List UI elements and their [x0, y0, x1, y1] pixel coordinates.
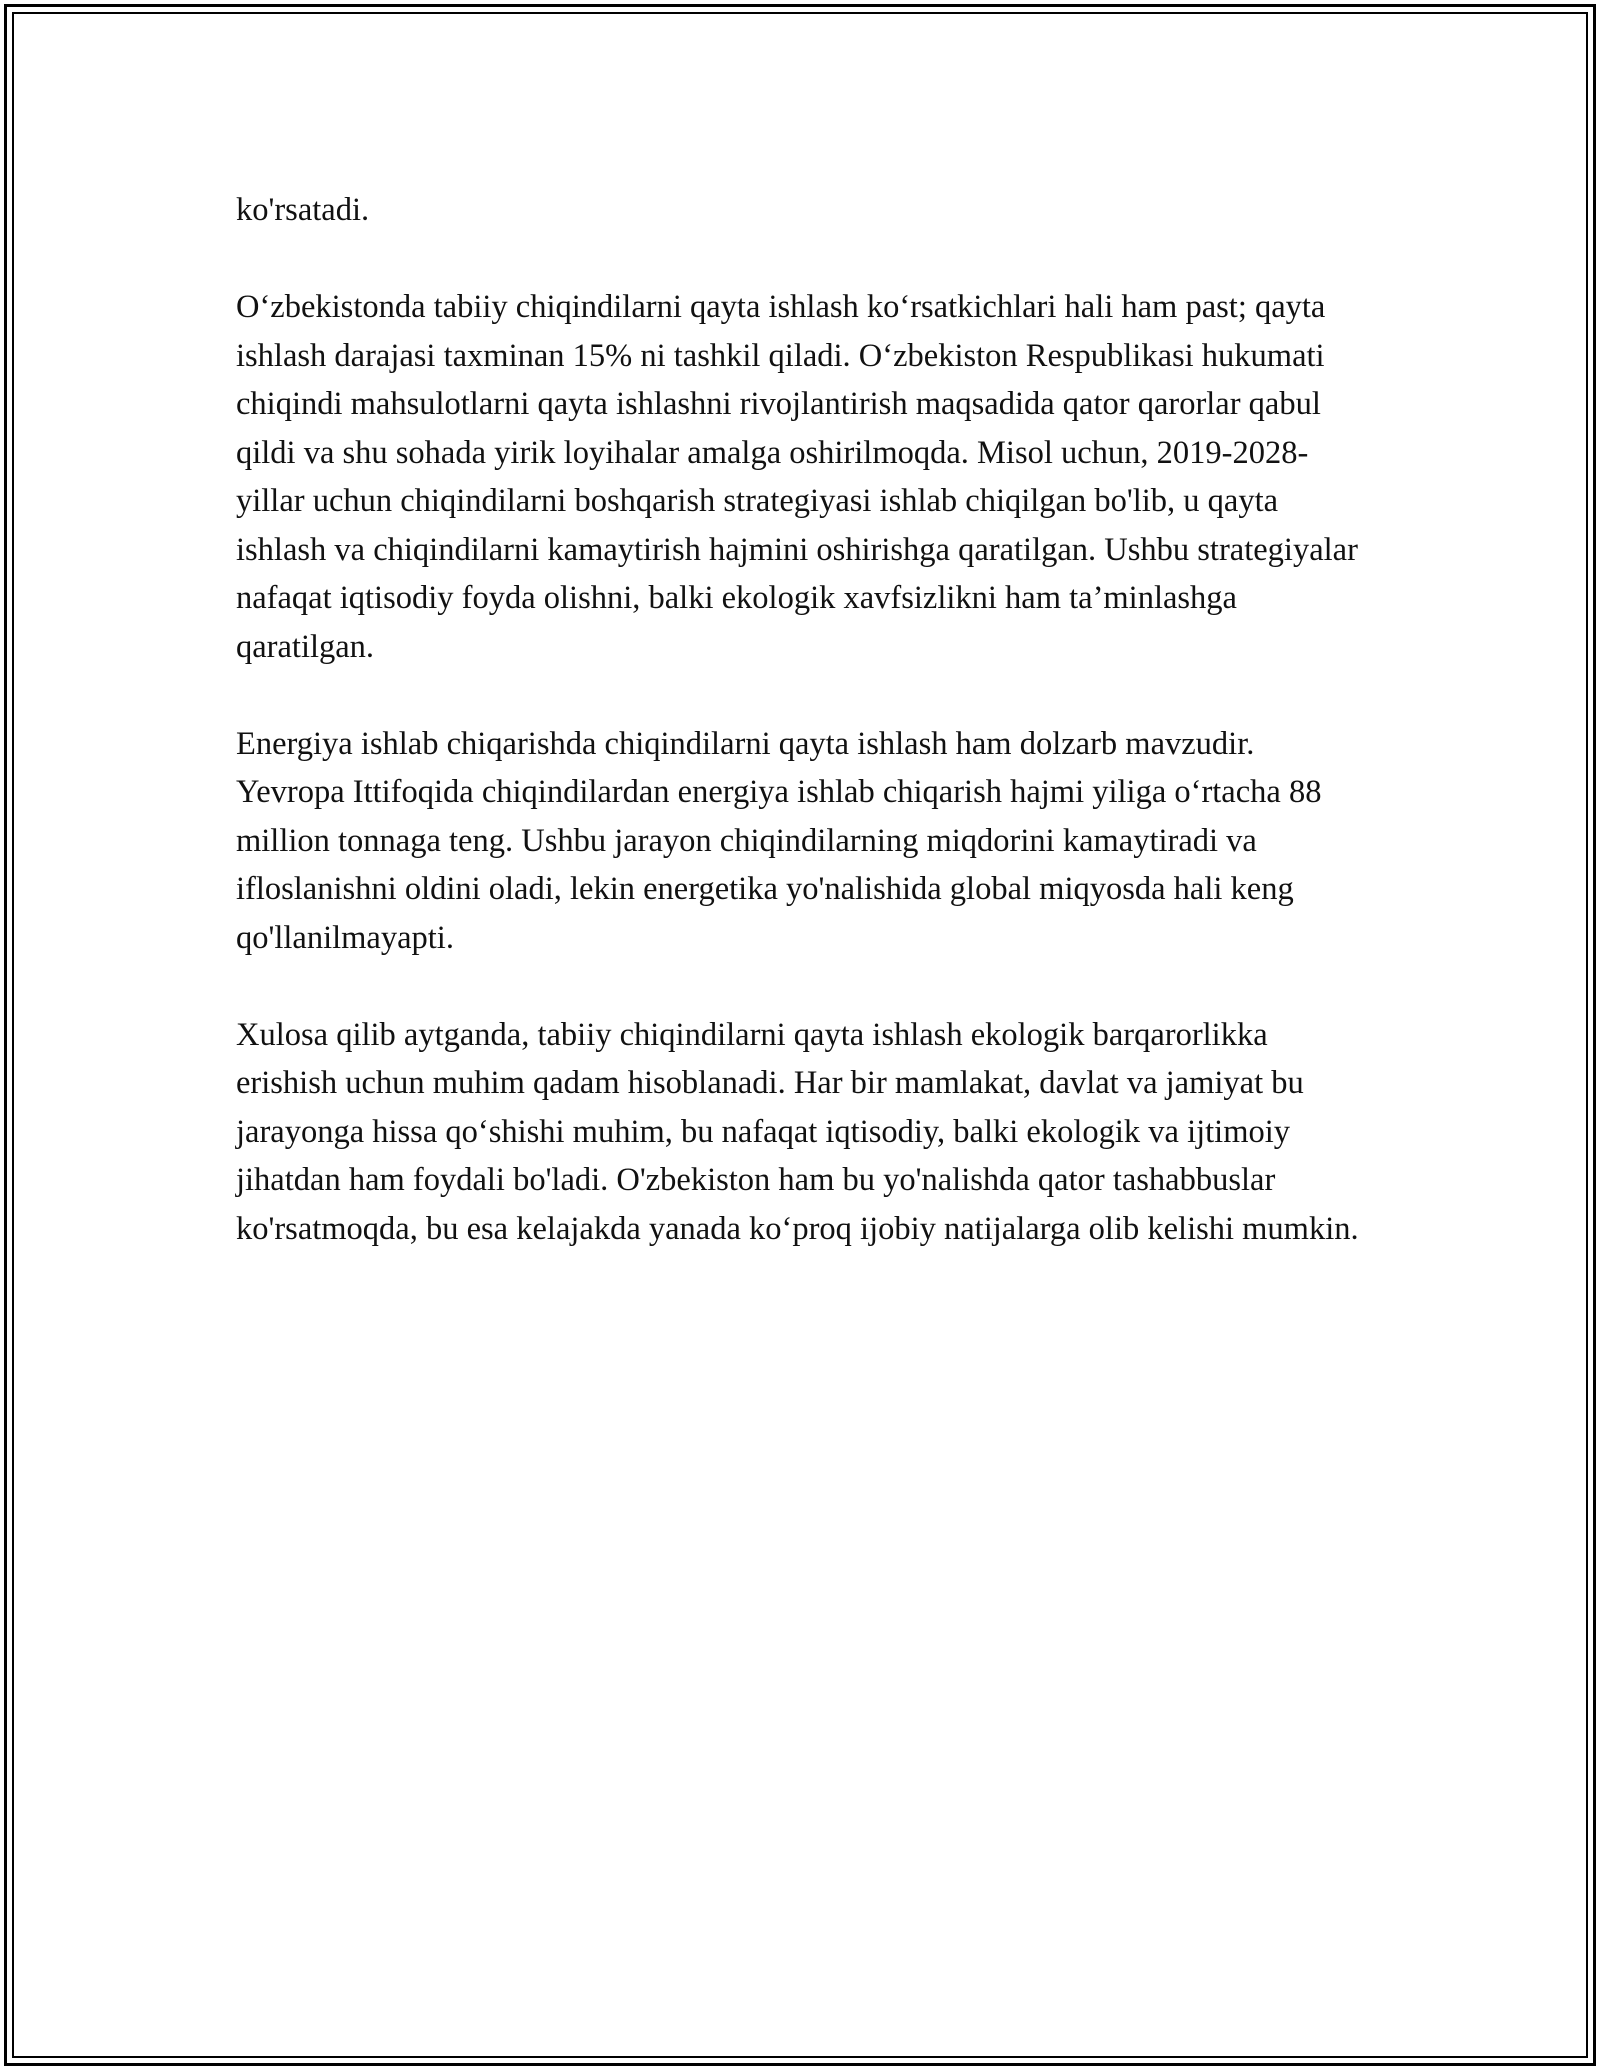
document-body [236, 186, 1364, 1253]
paragraph-continuation: ko'rsatadi. [236, 192, 370, 228]
paragraph-recycling-uzbekistan: O‘zbekistonda tabiiy chiqindilarni qayta ishlash ko‘rsatkichlari hali ham past; qayta ishlash darajasi taxminan 15% ni tashkil qiladi. O‘zbekiston Respublikasi hukumati chiqindi mahsulotlarni qayta ishlashni rivojlantirish maqsadida qator qarorlar qabul qildi va shu sohada yirik loyihalar amalga oshirilmoqda. Misol uchun, 2019-2028-yillar uchun chiqindilarni boshqarish strategiyasi ishlab chiqilgan bo'lib, u qayta ishlash va chiqindilarni kamaytirish hajmini oshirishga qaratilgan. Ushbu strategiyalar nafaqat iqtisodiy foyda olishni, balki ekologik xavfsizlikni ham ta’minlashga qaratilgan. [236, 289, 1358, 665]
paragraph-conclusion: Xulosa qilib aytganda, tabiiy chiqindilarni qayta ishlash ekologik barqarorlikka erishish uchun muhim qadam hisoblanadi. Har bir mamlakat, davlat va jamiyat bu jarayonga hissa qo‘shishi muhim, bu nafaqat iqtisodiy, balki ekologik va ijtimoiy jihatdan ham foydali bo'ladi. O'zbekiston ham bu yo'nalishda qator tashabbuslar ko'rsatmoqda, bu esa kelajakda yanada ko‘proq ijobiy natijalarga olib kelishi mumkin. [236, 1016, 1359, 1247]
paragraph-energy-from-waste: Energiya ishlab chiqarishda chiqindilarni qayta ishlash ham dolzarb mavzudir. Yevropa Ittifoqida chiqindilardan energiya ishlab chiqarish hajmi yiliga o‘rtacha 88 million tonnaga teng. Ushbu jarayon chiqindilarning miqdorini kamaytiradi va ifloslanishni oldini oladi, lekin energetika yo'nalishida global miqyosda hali keng qo'llanilmayapti. [236, 725, 1322, 956]
